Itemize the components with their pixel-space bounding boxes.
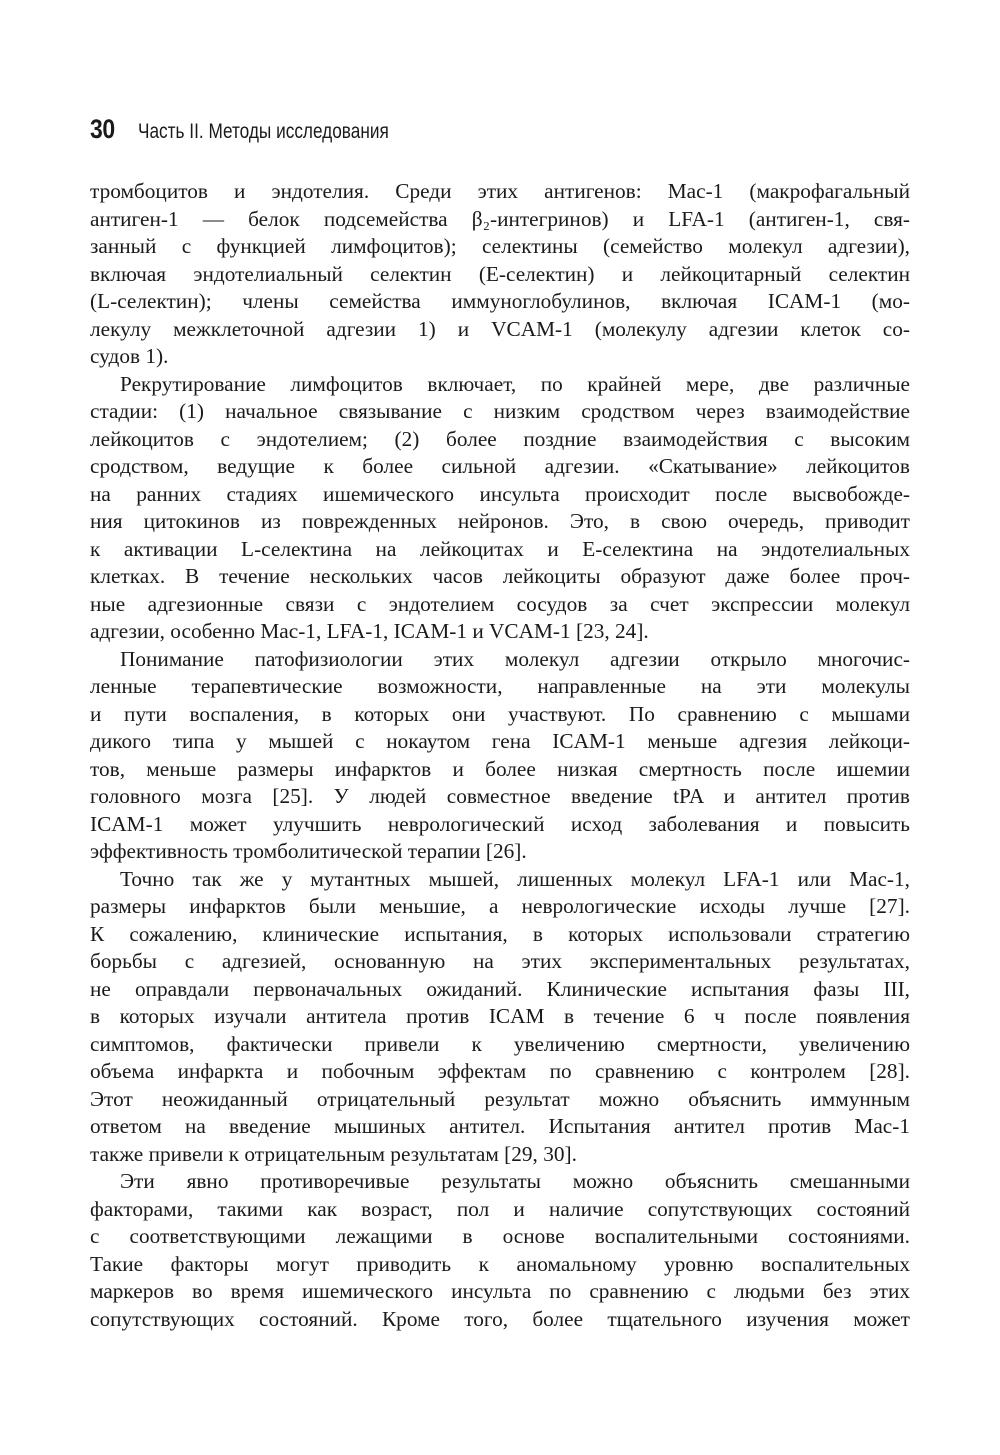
- text-line: ответом на введение мышиных антител. Испытания антител против Mac-1: [90, 1114, 910, 1138]
- text-line: борьбы с адгезией, основанную на этих экспериментальных результатах,: [90, 949, 910, 973]
- text-line: эффективность тромболитической терапии [26].: [90, 839, 527, 863]
- text-line: тромбоцитов и эндотелия. Среди этих антигенов: Mac-1 (макрофагальный: [90, 179, 910, 203]
- text-line: К сожалению, клинические испытания, в которых использовали стратегию: [90, 921, 910, 946]
- text-line: Точно так же у мутантных мышей, лишенных молекул LFA-1 или Mac-1,: [120, 866, 910, 891]
- text-line: Понимание патофизиологии этих молекул адгезии открыло многочис-: [120, 646, 910, 671]
- text-line: также привели к отрицательным результатам [29, 30].: [90, 1141, 577, 1166]
- text-line: и пути воспаления, в которых они участвуют. По сравнению с мышами: [90, 701, 910, 726]
- page-number: 30: [90, 114, 115, 144]
- text-line: симптомов, фактически привели к увеличению смертности, увеличению: [90, 1031, 910, 1056]
- text-line: адгезии, особенно Mac-1, LFA-1, ICAM-1 и VCAM-1 [23, 24].: [90, 619, 649, 643]
- text-line: объема инфаркта и побочным эффектам по сравнению с контролем [28].: [90, 1059, 910, 1083]
- text-line: маркеров во время ишемического инсульта по сравнению с людьми без этих: [90, 1279, 910, 1303]
- text-line: ные адгезионные связи с эндотелием сосудов за счет экспрессии молекул: [90, 591, 910, 616]
- text-line: Этот неожиданный отрицательный результат можно объяснить иммунным: [90, 1086, 910, 1111]
- text-line: Такие факторы могут приводить к аномальному уровню воспалительных: [90, 1251, 910, 1276]
- text-line: тов, меньше размеры инфарктов и более низкая смертность после ишемии: [90, 756, 910, 781]
- running-title: Часть II. Методы исследования: [138, 120, 389, 143]
- body-text: [90, 178, 910, 1333]
- text-line: с соответствующими лежащими в основе воспалительными состояниями.: [90, 1224, 910, 1248]
- text-line: (L-селектин); члены семейства иммуноглобулинов, включая ICAM-1 (мо-: [90, 289, 910, 313]
- paragraph-3: [90, 646, 910, 866]
- paragraph-4: [90, 866, 910, 1169]
- text-line: ния цитокинов из поврежденных нейронов. Это, в свою очередь, приводит: [90, 509, 910, 533]
- text-line: клетках. В течение нескольких часов лейкоциты образуют даже более проч-: [90, 564, 910, 588]
- text-line: сопутствующих состояний. Кроме того, более тщательного изучения может: [90, 1306, 910, 1331]
- text-line: в которых изучали антитела против ICAM в течение 6 ч после появления: [90, 1004, 910, 1028]
- text-line: ленные терапевтические возможности, направленные на эти молекулы: [90, 674, 910, 698]
- text-line: лейкоцитов с эндотелием; (2) более поздние взаимодействия с высоким: [90, 426, 910, 451]
- text-line: стадии: (1) начальное связывание с низким сродством через взаимодействие: [90, 399, 910, 423]
- text-line: размеры инфарктов были меньшие, а неврологические исходы лучше [27].: [90, 894, 910, 918]
- paragraph-1: [90, 178, 910, 371]
- paragraph-5: [90, 1168, 910, 1333]
- text-line: головного мозга [25]. У людей совместное введение tPA и антител против: [90, 784, 910, 808]
- text-line: к активации L-селектина на лейкоцитах и Е-селектина на эндотелиальных: [90, 536, 910, 561]
- text-line: не оправдали первоначальных ожиданий. Клинические испытания фазы III,: [90, 976, 910, 1001]
- text-line: лекулу межклеточной адгезии 1) и VCAM-1 (молекулу адгезии клеток со-: [90, 316, 910, 341]
- text-line: Рекрутирование лимфоцитов включает, по крайней мере, две различные: [120, 371, 910, 396]
- text-line: судов 1).: [90, 344, 169, 368]
- text-line: Эти явно противоречивые результаты можно объяснить смешанными: [120, 1169, 910, 1193]
- text-line: на ранних стадиях ишемического инсульта происходит после высвобожде-: [90, 481, 910, 506]
- text-line: занный с функцией лимфоцитов); селектины (семейство молекул адгезии),: [90, 234, 910, 258]
- text-line: дикого типа у мышей с нокаутом гена ICAM-1 меньше адгезия лейкоци-: [90, 729, 910, 753]
- text-line: антиген-1 — белок подсемейства β₂-интегринов) и LFA-1 (антиген-1, свя-: [90, 206, 910, 231]
- text-line: сродством, ведущие к более сильной адгезии. «Скатывание» лейкоцитов: [90, 454, 910, 478]
- text-line: факторами, такими как возраст, пол и наличие сопутствующих состояний: [90, 1196, 910, 1221]
- text-line: ICAM-1 может улучшить неврологический исход заболевания и повысить: [90, 811, 910, 836]
- paragraph-2: [90, 371, 910, 646]
- text-line: включая эндотелиальный селектин (Е-селектин) и лейкоцитарный селектин: [90, 261, 910, 286]
- running-head: [90, 114, 444, 154]
